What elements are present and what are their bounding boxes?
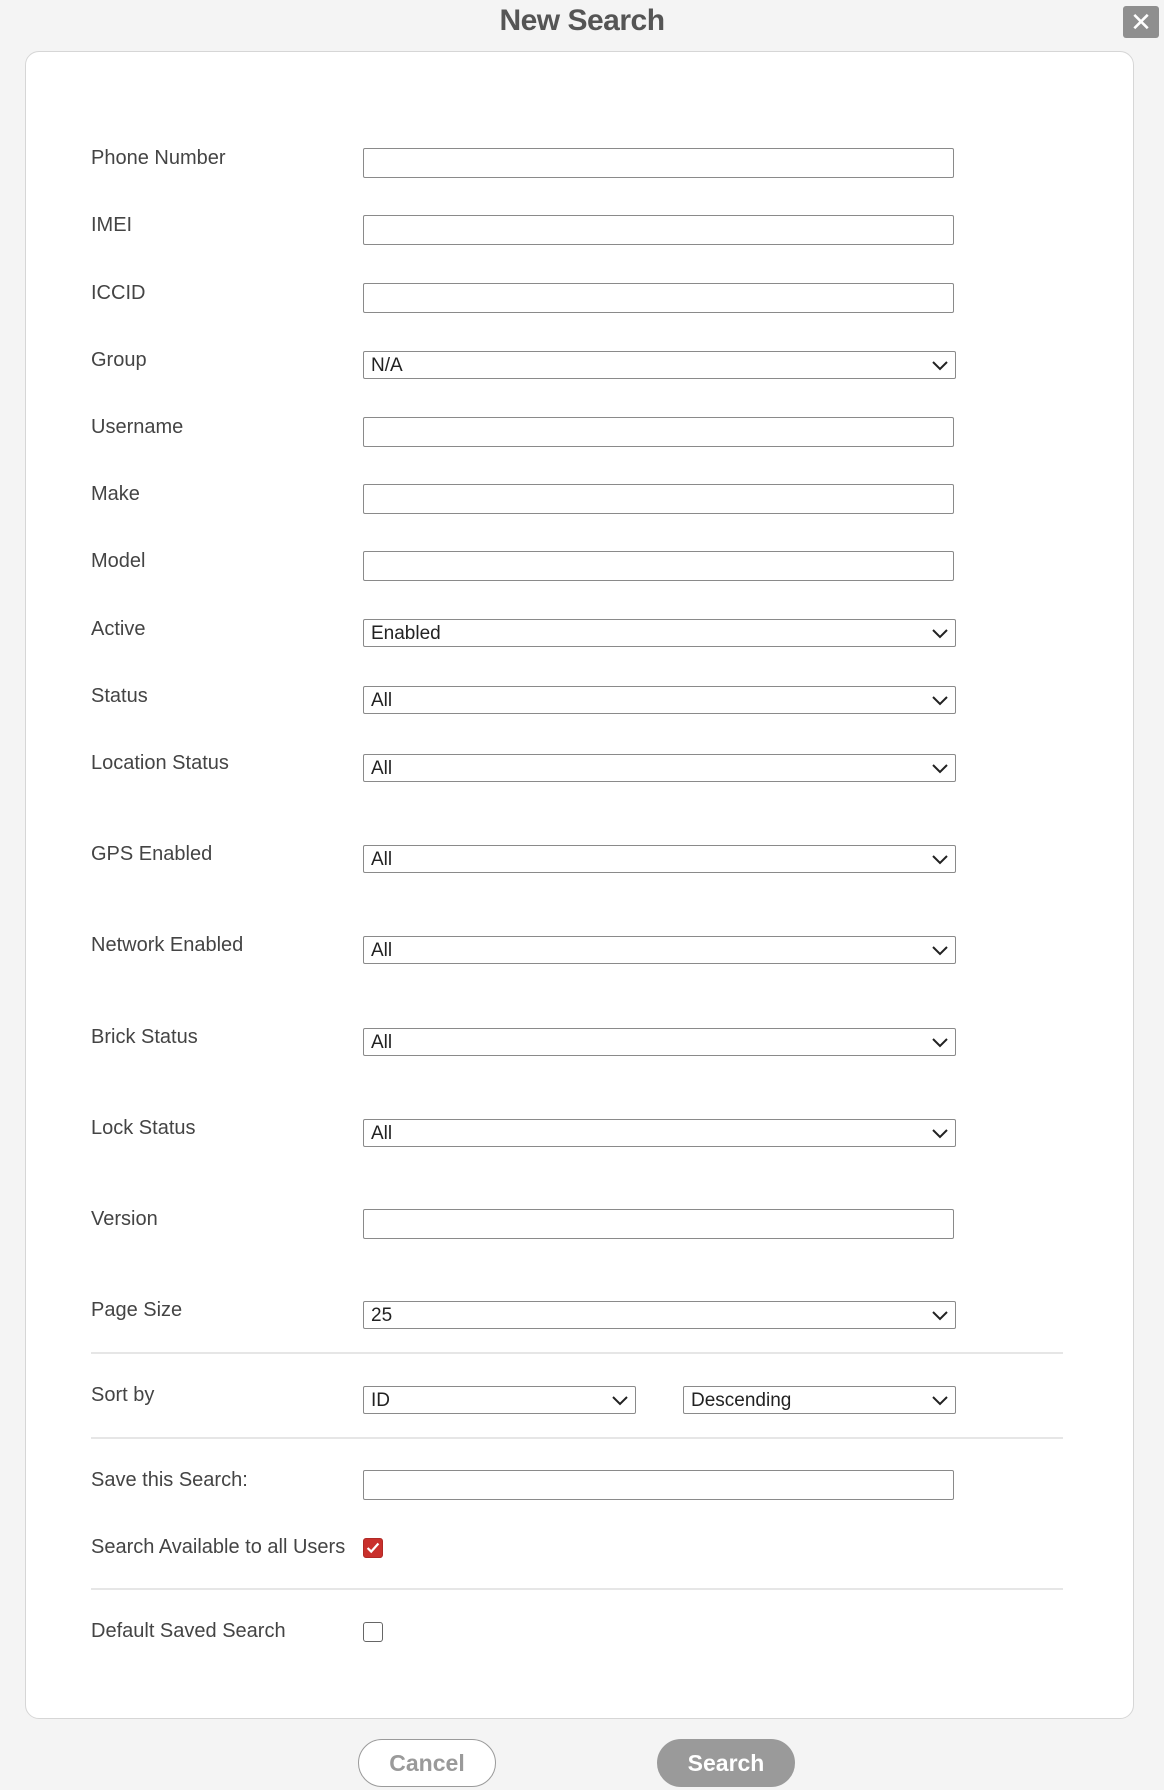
iccid-label: ICCID	[91, 282, 146, 304]
lock-status-select-value: All	[371, 1123, 393, 1144]
phone-number-input[interactable]	[363, 148, 954, 178]
model-label: Model	[91, 550, 146, 572]
username-label: Username	[91, 416, 184, 438]
location-status-select-value: All	[371, 758, 393, 779]
make-label: Make	[91, 483, 140, 505]
sort-field-select[interactable]	[363, 1386, 636, 1414]
group-label: Group	[91, 349, 147, 371]
default-saved-search-label: Default Saved Search	[91, 1620, 286, 1642]
active-select-value: Enabled	[371, 623, 441, 644]
gps-enabled-select-value: All	[371, 849, 393, 870]
phone-number-label: Phone Number	[91, 147, 226, 169]
search-form-panel	[25, 51, 1134, 1719]
divider	[91, 1588, 1063, 1590]
chevron-down-icon	[931, 851, 949, 867]
chevron-down-icon	[931, 1392, 949, 1408]
chevron-down-icon	[931, 760, 949, 776]
lock-status-label: Lock Status	[91, 1117, 196, 1139]
version-input[interactable]	[363, 1209, 954, 1239]
gps-enabled-select[interactable]	[363, 845, 956, 873]
group-select[interactable]	[363, 351, 956, 379]
page-size-select[interactable]	[363, 1301, 956, 1329]
chevron-down-icon	[931, 692, 949, 708]
active-label: Active	[91, 618, 146, 640]
sort-by-label: Sort by	[91, 1384, 155, 1406]
version-label: Version	[91, 1208, 158, 1230]
iccid-input[interactable]	[363, 283, 954, 313]
imei-input[interactable]	[363, 215, 954, 245]
default-saved-search-checkbox[interactable]	[363, 1622, 383, 1642]
brick-status-label: Brick Status	[91, 1026, 198, 1048]
network-enabled-label: Network Enabled	[91, 934, 244, 956]
status-label: Status	[91, 685, 148, 707]
group-select-value: N/A	[371, 355, 403, 376]
username-input[interactable]	[363, 417, 954, 447]
chevron-down-icon	[931, 357, 949, 373]
active-select[interactable]	[363, 619, 956, 647]
close-icon[interactable]: ✕	[1130, 7, 1152, 37]
chevron-down-icon	[931, 625, 949, 641]
sort-field-select-value: ID	[371, 1390, 390, 1411]
close-button[interactable]	[1123, 6, 1159, 38]
chevron-down-icon	[931, 942, 949, 958]
page-size-label: Page Size	[91, 1299, 183, 1321]
make-input[interactable]	[363, 484, 954, 514]
location-status-select[interactable]	[363, 754, 956, 782]
checkmark-icon	[364, 1539, 382, 1557]
chevron-down-icon	[611, 1392, 629, 1408]
location-status-label: Location Status	[91, 752, 229, 774]
gps-enabled-label: GPS Enabled	[91, 843, 213, 865]
network-enabled-select-value: All	[371, 940, 393, 961]
page-size-select-value: 25	[371, 1305, 393, 1326]
divider	[91, 1352, 1063, 1354]
model-input[interactable]	[363, 551, 954, 581]
available-all-users-checkbox[interactable]	[363, 1538, 383, 1558]
dialog-title: New Search	[499, 4, 665, 37]
lock-status-select[interactable]	[363, 1119, 956, 1147]
available-all-users-label: Search Available to all Users	[91, 1536, 346, 1558]
chevron-down-icon	[931, 1034, 949, 1050]
save-search-label: Save this Search:	[91, 1469, 248, 1491]
cancel-button[interactable]: Cancel	[358, 1739, 496, 1787]
brick-status-select[interactable]	[363, 1028, 956, 1056]
search-button[interactable]: Search	[657, 1739, 795, 1787]
sort-order-select[interactable]	[683, 1386, 956, 1414]
divider	[91, 1437, 1063, 1439]
sort-order-select-value: Descending	[691, 1390, 792, 1411]
brick-status-select-value: All	[371, 1032, 393, 1053]
chevron-down-icon	[931, 1125, 949, 1141]
status-select-value: All	[371, 690, 393, 711]
chevron-down-icon	[931, 1307, 949, 1323]
save-search-input[interactable]	[363, 1470, 954, 1500]
status-select[interactable]	[363, 686, 956, 714]
network-enabled-select[interactable]	[363, 936, 956, 964]
imei-label: IMEI	[91, 214, 133, 236]
